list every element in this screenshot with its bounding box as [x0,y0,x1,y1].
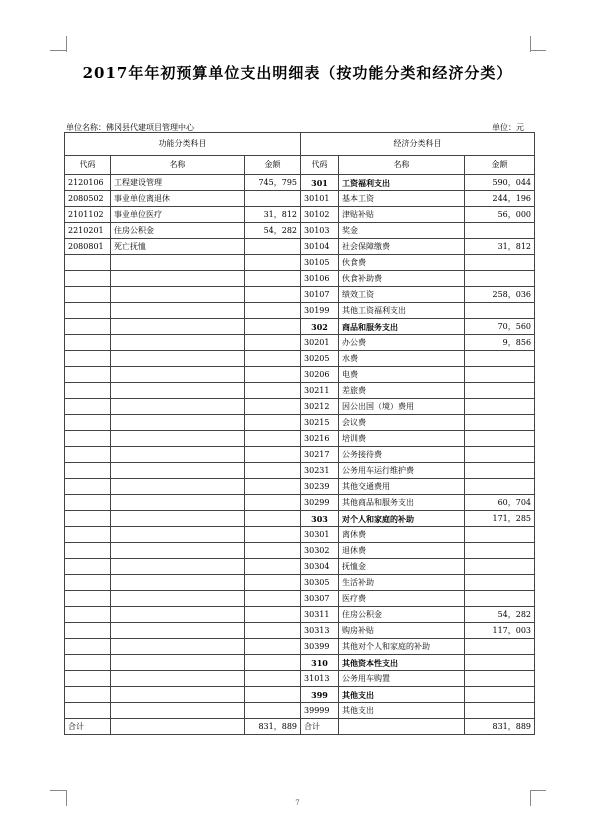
table-row [65,591,535,607]
economic-code-cell: 301 [301,175,339,191]
economic-name-cell: 差旅费 [339,383,465,399]
economic-code-cell: 30206 [301,367,339,383]
functional-name-cell [111,623,245,639]
economic-amount-cell [465,479,535,495]
functional-amount-cell [245,255,301,271]
table-row [65,223,535,239]
functional-name-cell [111,687,245,703]
economic-amount-cell: 54，282 [465,607,535,623]
functional-code-cell [65,271,111,287]
functional-code-cell [65,511,111,527]
column-header-amount: 金额 [245,156,301,175]
economic-code-cell: 30301 [301,527,339,543]
economic-name-cell: 生活补助 [339,575,465,591]
functional-amount-cell: 31，812 [245,207,301,223]
functional-code-cell [65,639,111,655]
functional-amount-cell: 745，795 [245,175,301,191]
functional-amount-cell [245,303,301,319]
functional-code-cell [65,463,111,479]
functional-code-cell [65,495,111,511]
table-row [65,239,535,255]
crop-mark [530,36,531,52]
table-body [65,175,535,719]
table-row [65,639,535,655]
economic-name-cell: 因公出国（境）费用 [339,399,465,415]
table-row [65,271,535,287]
functional-code-cell [65,415,111,431]
functional-amount-cell [245,239,301,255]
economic-amount-cell [465,671,535,687]
functional-code-cell [65,543,111,559]
functional-name-cell [111,543,245,559]
functional-code-cell [65,255,111,271]
functional-code-cell: 2101102 [65,207,111,223]
crop-mark [530,790,546,791]
table-row [65,463,535,479]
table-row [65,527,535,543]
functional-code-cell [65,559,111,575]
functional-name-cell [111,431,245,447]
functional-name-cell [111,351,245,367]
economic-amount-cell [465,687,535,703]
functional-amount-cell [245,479,301,495]
functional-name-cell [111,671,245,687]
economic-name-cell: 医疗费 [339,591,465,607]
table-row [65,287,535,303]
economic-name-cell: 津贴补贴 [339,207,465,223]
functional-amount-cell [245,495,301,511]
economic-amount-cell [465,399,535,415]
economic-amount-cell [465,527,535,543]
economic-code-cell: 399 [301,687,339,703]
economic-name-cell: 退休费 [339,543,465,559]
economic-name-cell: 公务用车购置 [339,671,465,687]
functional-name-cell: 事业单位离退休 [111,191,245,207]
functional-name-cell [111,287,245,303]
functional-code-cell [65,479,111,495]
economic-code-cell: 30215 [301,415,339,431]
page-title: 2017年年初预算单位支出明细表（按功能分类和经济分类） [82,64,513,82]
economic-name-cell: 社会保障缴费 [339,239,465,255]
economic-code-cell: 302 [301,319,339,335]
economic-amount-cell: 60，704 [465,495,535,511]
column-header-code: 代码 [65,156,111,175]
economic-amount-cell [465,559,535,575]
column-header-name: 名称 [339,156,465,175]
economic-name-cell: 其他交通费用 [339,479,465,495]
total-amount-left: 831，889 [245,719,301,735]
functional-amount-cell [245,559,301,575]
functional-name-cell: 死亡抚恤 [111,239,245,255]
functional-amount-cell [245,383,301,399]
economic-name-cell: 其他支出 [339,687,465,703]
economic-code-cell: 303 [301,511,339,527]
crop-mark [50,790,66,791]
functional-amount-cell [245,271,301,287]
functional-amount-cell [245,511,301,527]
economic-name-cell: 电费 [339,367,465,383]
economic-code-cell: 30201 [301,335,339,351]
economic-amount-cell [465,703,535,719]
economic-amount-cell: 258，036 [465,287,535,303]
functional-name-cell [111,447,245,463]
economic-name-cell: 对个人和家庭的补助 [339,511,465,527]
economic-amount-cell [465,591,535,607]
functional-name-cell [111,703,245,719]
economic-code-cell: 30212 [301,399,339,415]
functional-amount-cell [245,431,301,447]
economic-classification-header: 经济分类科目 [301,133,535,156]
table-row [65,543,535,559]
economic-code-cell: 30105 [301,255,339,271]
table-row [65,431,535,447]
economic-name-cell: 其他商品和服务支出 [339,495,465,511]
economic-code-cell: 30299 [301,495,339,511]
table-row [65,255,535,271]
functional-name-cell: 住房公积金 [111,223,245,239]
economic-code-cell: 30211 [301,383,339,399]
functional-name-cell [111,479,245,495]
functional-name-cell: 工程建设管理 [111,175,245,191]
functional-amount-cell [245,703,301,719]
economic-amount-cell [465,367,535,383]
table-row [65,335,535,351]
table-row [65,399,535,415]
functional-name-cell [111,399,245,415]
functional-code-cell: 2120106 [65,175,111,191]
functional-classification-header: 功能分类科目 [65,133,301,156]
functional-code-cell [65,655,111,671]
functional-name-cell [111,335,245,351]
functional-code-cell [65,447,111,463]
column-header-name: 名称 [111,156,245,175]
functional-code-cell [65,671,111,687]
functional-code-cell [65,527,111,543]
functional-name-cell [111,607,245,623]
functional-code-cell [65,367,111,383]
economic-name-cell: 其他对个人和家庭的补助 [339,639,465,655]
economic-name-cell: 其他工资福利支出 [339,303,465,319]
table-row [65,351,535,367]
table-row [65,415,535,431]
functional-amount-cell [245,447,301,463]
crop-mark [50,50,66,51]
functional-amount-cell [245,575,301,591]
economic-name-cell: 其他支出 [339,703,465,719]
table-row [65,479,535,495]
functional-name-cell [111,655,245,671]
economic-amount-cell [465,543,535,559]
currency-unit: 单位：元 [492,123,524,132]
economic-code-cell: 30104 [301,239,339,255]
table-row [65,447,535,463]
unit-name: 单位名称：佛冈县代建项目管理中心 [66,123,194,132]
economic-amount-cell [465,639,535,655]
economic-name-cell: 水费 [339,351,465,367]
functional-amount-cell [245,351,301,367]
functional-amount-cell [245,319,301,335]
economic-amount-cell: 171，285 [465,511,535,527]
functional-code-cell [65,607,111,623]
economic-name-cell: 培训费 [339,431,465,447]
table-row [65,207,535,223]
economic-code-cell: 30304 [301,559,339,575]
functional-amount-cell [245,287,301,303]
column-header-code: 代码 [301,156,339,175]
economic-name-cell: 奖金 [339,223,465,239]
table-row [65,623,535,639]
functional-code-cell [65,383,111,399]
functional-code-cell [65,399,111,415]
functional-amount-cell [245,655,301,671]
functional-amount-cell [245,191,301,207]
functional-amount-cell [245,591,301,607]
economic-amount-cell: 9，856 [465,335,535,351]
economic-code-cell: 30305 [301,575,339,591]
economic-code-cell: 30302 [301,543,339,559]
functional-amount-cell [245,687,301,703]
economic-code-cell: 30231 [301,463,339,479]
functional-code-cell [65,431,111,447]
page-number: 7 [295,799,300,807]
functional-name-cell [111,575,245,591]
economic-amount-cell [465,271,535,287]
functional-amount-cell [245,639,301,655]
table-row [65,687,535,703]
economic-amount-cell [465,223,535,239]
economic-amount-cell [465,383,535,399]
economic-name-cell: 其他资本性支出 [339,655,465,671]
economic-amount-cell: 117，003 [465,623,535,639]
economic-code-cell: 30199 [301,303,339,319]
economic-amount-cell [465,447,535,463]
table-row [65,511,535,527]
functional-amount-cell [245,399,301,415]
economic-code-cell: 30399 [301,639,339,655]
economic-name-cell: 办公费 [339,335,465,351]
economic-name-cell: 离休费 [339,527,465,543]
functional-name-cell [111,511,245,527]
economic-name-cell: 伙食费 [339,255,465,271]
economic-name-cell: 购房补贴 [339,623,465,639]
economic-name-cell: 住房公积金 [339,607,465,623]
crop-mark [66,36,67,52]
functional-code-cell: 2080502 [65,191,111,207]
economic-code-cell: 310 [301,655,339,671]
economic-code-cell: 30106 [301,271,339,287]
functional-amount-cell [245,623,301,639]
economic-amount-cell [465,463,535,479]
functional-name-cell [111,495,245,511]
functional-amount-cell: 54，282 [245,223,301,239]
functional-amount-cell [245,415,301,431]
total-amount-right: 831，889 [465,719,535,735]
functional-name-cell [111,559,245,575]
functional-name-cell [111,367,245,383]
table-row [65,495,535,511]
functional-name-cell [111,383,245,399]
functional-code-cell [65,575,111,591]
functional-name-cell [111,319,245,335]
functional-name-cell [111,415,245,431]
economic-amount-cell [465,303,535,319]
functional-code-cell [65,351,111,367]
functional-amount-cell [245,463,301,479]
table-row [65,671,535,687]
economic-code-cell: 30101 [301,191,339,207]
economic-code-cell: 30217 [301,447,339,463]
table-row [65,175,535,191]
table-row [65,703,535,719]
economic-code-cell: 30239 [301,479,339,495]
budget-table [64,132,535,735]
total-label-right: 合计 [301,719,339,735]
economic-amount-cell [465,351,535,367]
functional-code-cell [65,703,111,719]
economic-amount-cell: 31，812 [465,239,535,255]
economic-amount-cell: 56，000 [465,207,535,223]
functional-amount-cell [245,335,301,351]
functional-name-cell [111,271,245,287]
economic-name-cell: 公务接待费 [339,447,465,463]
crop-mark [530,50,546,51]
table-row [65,559,535,575]
column-header-amount: 金额 [465,156,535,175]
economic-amount-cell: 70，560 [465,319,535,335]
economic-amount-cell [465,655,535,671]
economic-name-cell: 绩效工资 [339,287,465,303]
functional-name-cell [111,255,245,271]
functional-amount-cell [245,543,301,559]
functional-name-cell: 事业单位医疗 [111,207,245,223]
functional-code-cell [65,623,111,639]
functional-code-cell [65,287,111,303]
economic-name-cell: 公务用车运行维护费 [339,463,465,479]
total-row [65,719,535,735]
total-label-left: 合计 [65,719,111,735]
functional-amount-cell [245,367,301,383]
functional-code-cell [65,335,111,351]
functional-amount-cell [245,607,301,623]
table-row [65,607,535,623]
table-row [65,655,535,671]
total-spacer [111,719,245,735]
economic-code-cell: 39999 [301,703,339,719]
economic-code-cell: 30311 [301,607,339,623]
economic-code-cell: 30313 [301,623,339,639]
functional-name-cell [111,463,245,479]
economic-code-cell: 30102 [301,207,339,223]
functional-code-cell [65,591,111,607]
economic-amount-cell: 244，196 [465,191,535,207]
total-spacer [339,719,465,735]
functional-amount-cell [245,671,301,687]
economic-code-cell: 30107 [301,287,339,303]
table-row [65,191,535,207]
economic-name-cell: 会议费 [339,415,465,431]
functional-amount-cell [245,527,301,543]
economic-code-cell: 30103 [301,223,339,239]
economic-code-cell: 31013 [301,671,339,687]
economic-code-cell: 30216 [301,431,339,447]
functional-name-cell [111,527,245,543]
functional-code-cell: 2210201 [65,223,111,239]
economic-amount-cell [465,431,535,447]
economic-code-cell: 30307 [301,591,339,607]
functional-code-cell [65,319,111,335]
economic-amount-cell: 590，044 [465,175,535,191]
functional-name-cell [111,303,245,319]
functional-code-cell [65,687,111,703]
table-row [65,319,535,335]
economic-name-cell: 商品和服务支出 [339,319,465,335]
table-row [65,303,535,319]
functional-code-cell [65,303,111,319]
economic-name-cell: 伙食补助费 [339,271,465,287]
economic-name-cell: 工资福利支出 [339,175,465,191]
economic-amount-cell [465,575,535,591]
economic-amount-cell [465,255,535,271]
economic-code-cell: 30205 [301,351,339,367]
functional-code-cell: 2080801 [65,239,111,255]
functional-name-cell [111,591,245,607]
table-row [65,383,535,399]
functional-name-cell [111,639,245,655]
table-row [65,367,535,383]
economic-amount-cell [465,415,535,431]
table-row [65,575,535,591]
economic-name-cell: 基本工资 [339,191,465,207]
economic-name-cell: 抚恤金 [339,559,465,575]
